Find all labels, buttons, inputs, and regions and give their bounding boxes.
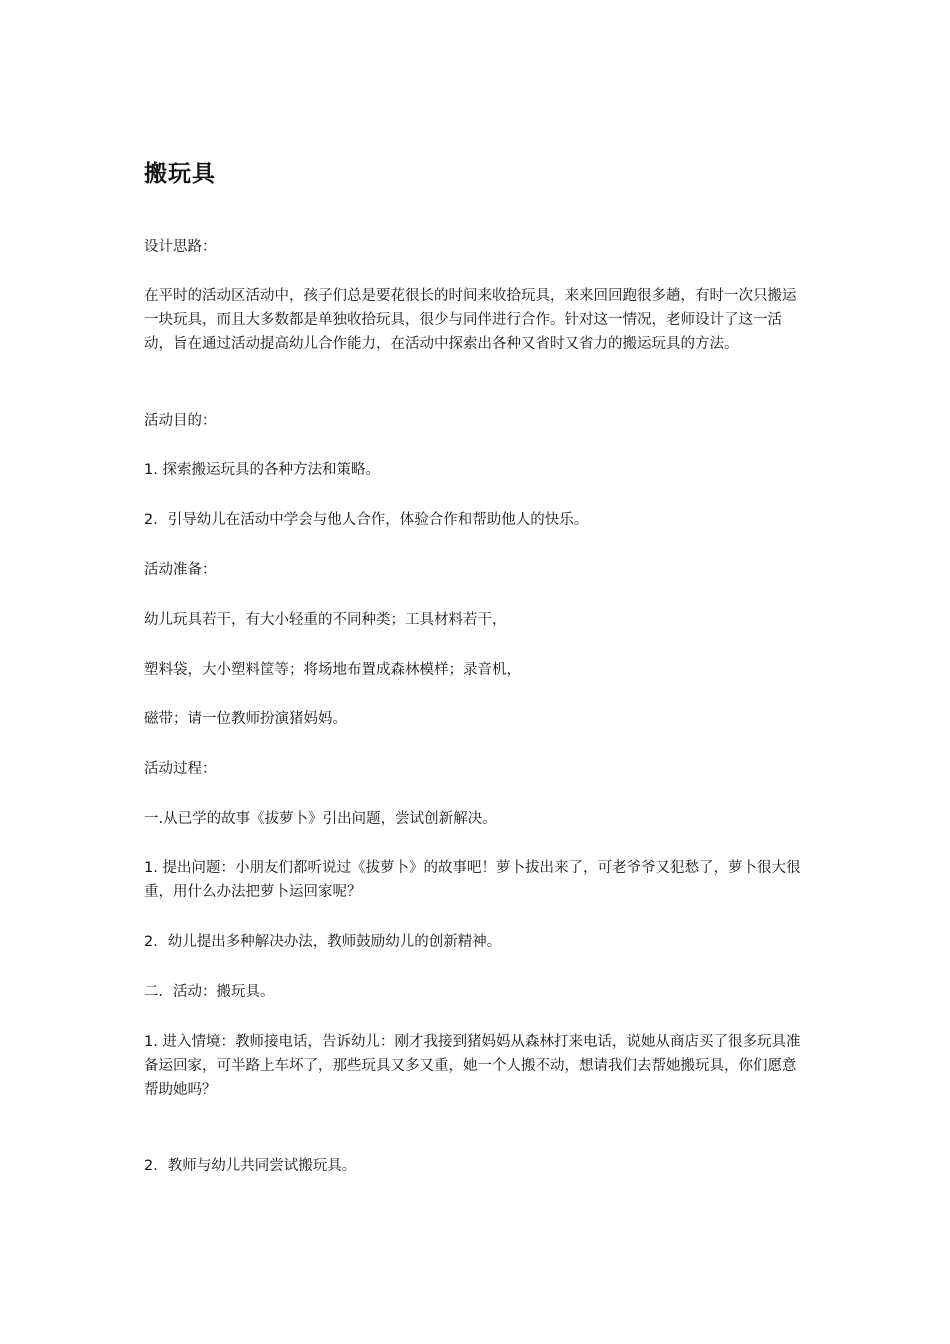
prep-heading: 活动准备： [144, 562, 217, 578]
step1-item-1: 1. 提出问题：小朋友们都听说过《拔萝卜》的故事吧！萝卜拔出来了，可老爷爷又犯愁了，萝卜很大很重，用什么办法把萝卜运回家呢？ [144, 860, 801, 900]
prep-line-3: 磁带；请一位教师扮演猪妈妈。 [144, 711, 347, 727]
document-title: 搬玩具 [144, 161, 216, 187]
goal-item-1: 1. 探索搬运玩具的各种方法和策略。 [144, 462, 380, 478]
prep-line-2: 塑料袋，大小塑料筐等；将场地布置成森林模样；录音机， [144, 662, 521, 678]
design-heading: 设计思路： [144, 239, 217, 255]
design-paragraph: 在平时的活动区活动中，孩子们总是要花很长的时间来收拾玩具，来来回回跑很多趟，有时一次只搬运一块玩具，而且大多数都是单独收拾玩具，很少与同伴进行合作。针对这一情况，老师设计了这一活动，旨在通过活动提高幼儿合作能力，在活动中探索出各种又省时又省力的搬运玩具的方法。 [144, 288, 797, 352]
step1-heading: 一.从已学的故事《拔萝卜》引出问题，尝试创新解决。 [144, 811, 497, 827]
process-heading: 活动过程： [144, 761, 217, 777]
prep-line-1: 幼儿玩具若干，有大小轻重的不同种类；工具材料若干， [144, 612, 507, 628]
step1-item-2: 2．幼儿提出多种解决办法，教师鼓励幼儿的创新精神。 [144, 934, 502, 950]
step2-item-2: 2．教师与幼儿共同尝试搬玩具。 [144, 1158, 357, 1174]
goal-item-2: 2．引导幼儿在活动中学会与他人合作，体验合作和帮助他人的快乐。 [144, 512, 589, 528]
step2-heading: 二．活动：搬玩具。 [144, 984, 275, 1000]
step2-item-1: 1. 进入情境：教师接电话，告诉幼儿：刚才我接到猪妈妈从森林打来电话，说她从商店买了很多玩具准备运回家，可半路上车坏了，那些玩具又多又重，她一个人搬不动，想请我们去帮她搬玩具，你们愿意帮助她吗？ [144, 1034, 801, 1098]
goal-heading: 活动目的： [144, 413, 217, 429]
